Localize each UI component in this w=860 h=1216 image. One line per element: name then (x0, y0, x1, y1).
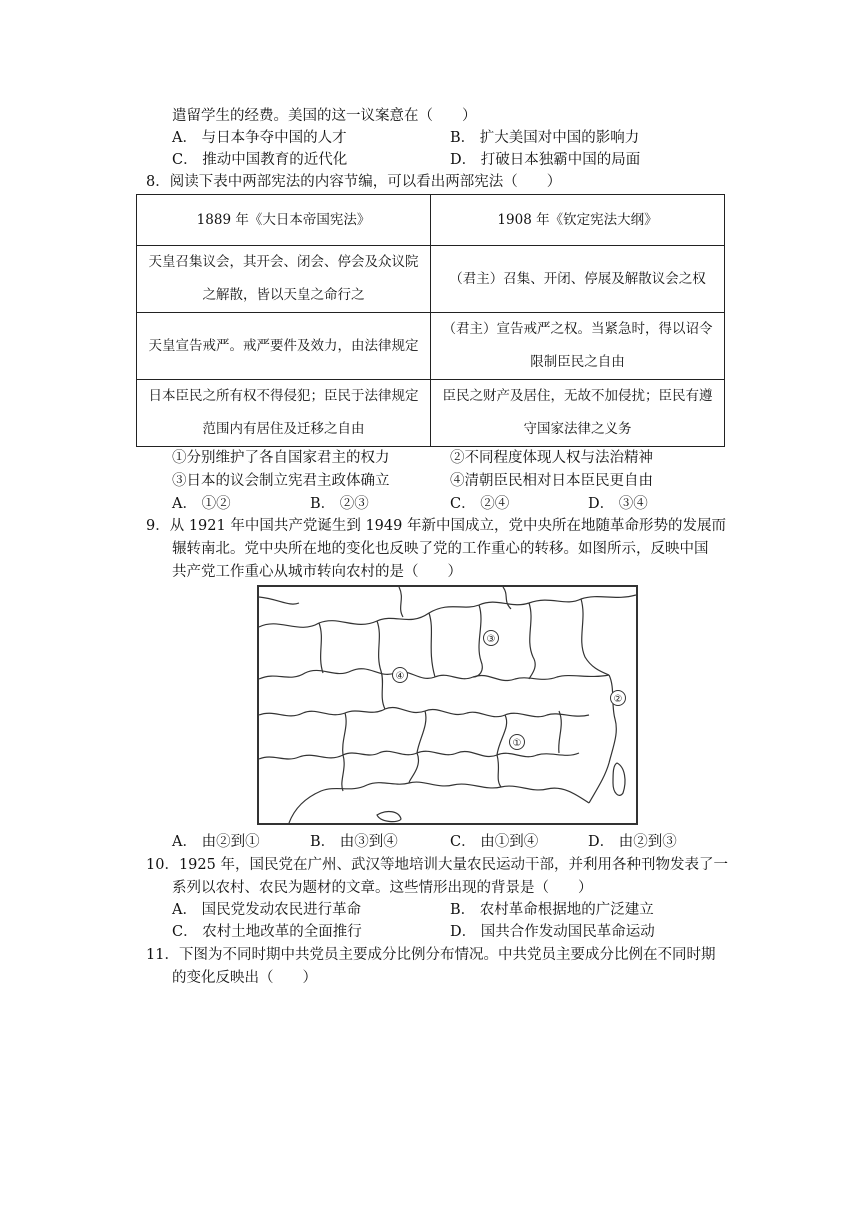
q10-option-b[interactable]: B． 农村革命根据地的广泛建立 (450, 902, 654, 918)
q10-option-a[interactable]: A． 国民党发动农民进行革命 (172, 902, 362, 918)
map-marker-1-label: ① (512, 738, 522, 749)
table-cell: 臣民之财产及居住，无故不加侵扰；臣民有遵守国家法律之义务 (431, 380, 725, 447)
q8-stem: 8．阅读下表中两部宪法的内容节编，可以看出两部宪法（ ） (146, 174, 562, 190)
q9-option-a[interactable]: A． 由②到① (172, 834, 260, 850)
table-cell: 日本臣民之所有权不得侵犯；臣民于法律规定范围内有居住及迁移之自由 (137, 380, 431, 447)
q7-option-b[interactable]: B． 扩大美国对中国的影响力 (450, 130, 640, 146)
map-outline-drawing (259, 587, 636, 823)
q8-option-b[interactable]: B． ②③ (310, 496, 369, 512)
q10-option-c[interactable]: C． 农村土地改革的全面推行 (172, 924, 362, 940)
china-map-figure (257, 585, 638, 825)
q8-option-a[interactable]: A． ①② (172, 496, 231, 512)
table-cell: （君主）宣告戒严之权。当紧急时，得以诏令限制臣民之自由 (431, 313, 725, 380)
q8-statement-3: ③日本的议会制立宪君主政体确立 (172, 473, 390, 489)
q7-option-c[interactable]: C． 推动中国教育的近代化 (172, 152, 348, 168)
q8-option-c[interactable]: C． ②④ (450, 496, 510, 512)
map-marker-3-label: ③ (486, 634, 496, 645)
table-header: 1889 年《大日本帝国宪法》 (137, 195, 431, 246)
q9-stem-line-3: 共产党工作重心从城市转向农村的是（ ） (172, 564, 462, 580)
q9-option-d[interactable]: D． 由②到③ (588, 834, 677, 850)
table-cell: 天皇召集议会，其开会、闭会、停会及众议院之解散，皆以天皇之命行之 (137, 246, 431, 313)
q7-continuation: 遣留学生的经费。美国的这一议案意在（ ） (172, 108, 477, 124)
q9-option-b[interactable]: B． 由③到④ (310, 834, 398, 850)
q10-stem-line-2: 系列以农村、农民为题材的文章。这些情形出现的背景是（ ） (172, 880, 593, 896)
q10-option-d[interactable]: D． 国共合作发动国民革命运动 (450, 924, 655, 940)
map-marker-2-label: ② (613, 694, 623, 705)
q8-option-d[interactable]: D． ③④ (588, 496, 648, 512)
q11-stem-line-2: 的变化反映出（ ） (172, 970, 317, 986)
q8-statement-2: ②不同程度体现人权与法治精神 (450, 450, 653, 466)
q10-stem-line-1: 10．1925 年，国民党在广州、武汉等地培训大量农民运动干部，并利用各种刊物发表了一 (146, 857, 728, 873)
table-cell: 天皇宣告戒严。戒严要件及效力，由法律规定 (137, 313, 431, 380)
q7-option-d[interactable]: D． 打破日本独霸中国的局面 (450, 152, 641, 168)
q8-statement-4: ④清朝臣民相对日本臣民更自由 (450, 473, 653, 489)
q8-statement-1: ①分别维护了各自国家君主的权力 (172, 450, 390, 466)
q11-stem-line-1: 11．下图为不同时期中共党员主要成分比例分布情况。中共党员主要成分比例在不同时期 (146, 947, 716, 963)
table-cell: （君主）召集、开闭、停展及解散议会之权 (431, 246, 725, 313)
q9-stem-line-1: 9．从 1921 年中国共产党诞生到 1949 年新中国成立，党中央所在地随革命形势的发展而 (146, 518, 726, 534)
table-header: 1908 年《钦定宪法大纲》 (431, 195, 725, 246)
q9-option-c[interactable]: C． 由①到④ (450, 834, 539, 850)
q9-stem-line-2: 辗转南北。党中央所在地的变化也反映了党的工作重心的转移。如图所示，反映中国 (172, 541, 709, 557)
map-marker-4-label: ④ (395, 671, 405, 682)
constitution-table (136, 194, 725, 447)
q7-option-a[interactable]: A． 与日本争夺中国的人才 (172, 130, 347, 146)
